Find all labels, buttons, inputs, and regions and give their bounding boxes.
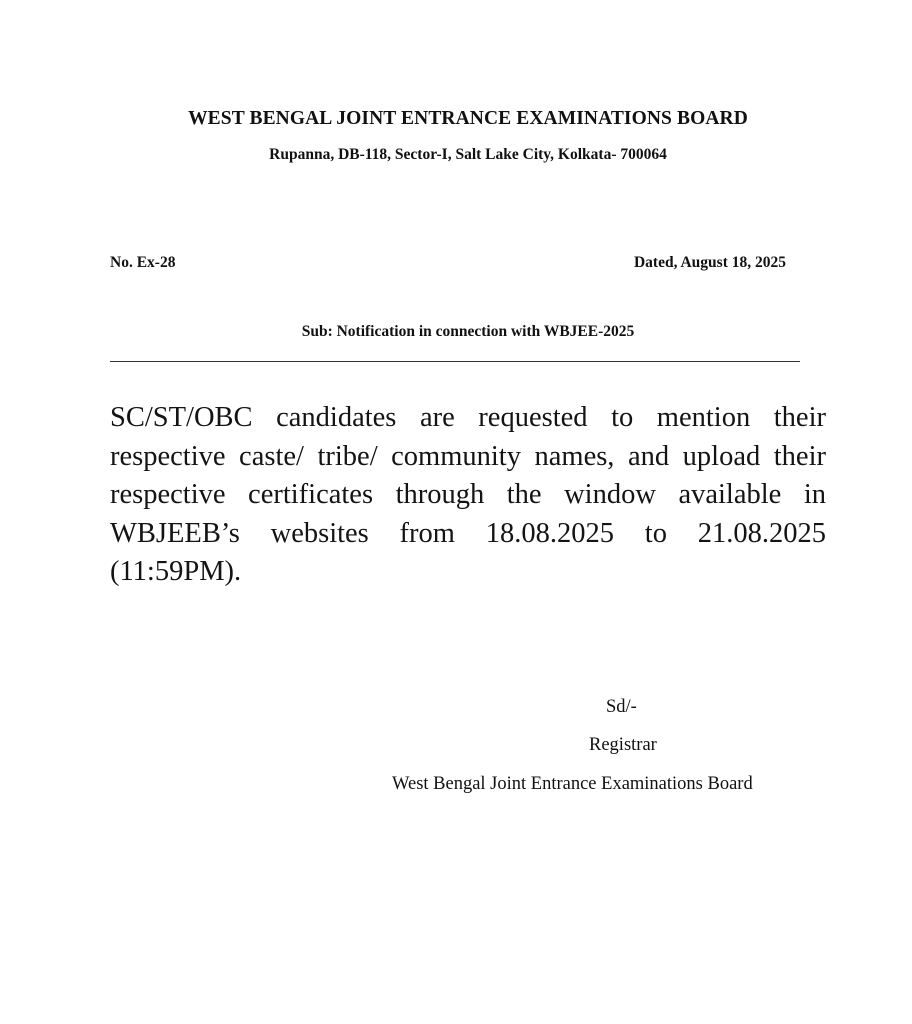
signatory-organization: West Bengal Joint Entrance Examinations Board: [392, 774, 753, 794]
notice-date: Dated, August 18, 2025: [633, 254, 786, 271]
notice-body-main: SC/ST/OBC candidates are requested to mention their respective caste/ tribe/ community names, and upload their respective certificates through the window available in WBJEEB’s websites from 18.08.2025 to 21.08.2025: [110, 402, 826, 549]
organization-address: Rupanna, DB-118, Sector-I, Salt Lake City, Kolkata- 700064: [269, 146, 667, 163]
signatory-title: Registrar: [589, 735, 657, 755]
subject-line: Sub: Notification in connection with WBJEE-2025: [301, 323, 635, 340]
notice-body: [110, 399, 826, 592]
divider-line: [110, 361, 800, 362]
signature-sd: Sd/-: [606, 697, 637, 717]
reference-number: No. Ex-28: [110, 254, 176, 271]
notice-body-end: (11:59PM).: [110, 556, 242, 587]
organization-title: WEST BENGAL JOINT ENTRANCE EXAMINATIONS BOARD: [188, 108, 748, 129]
